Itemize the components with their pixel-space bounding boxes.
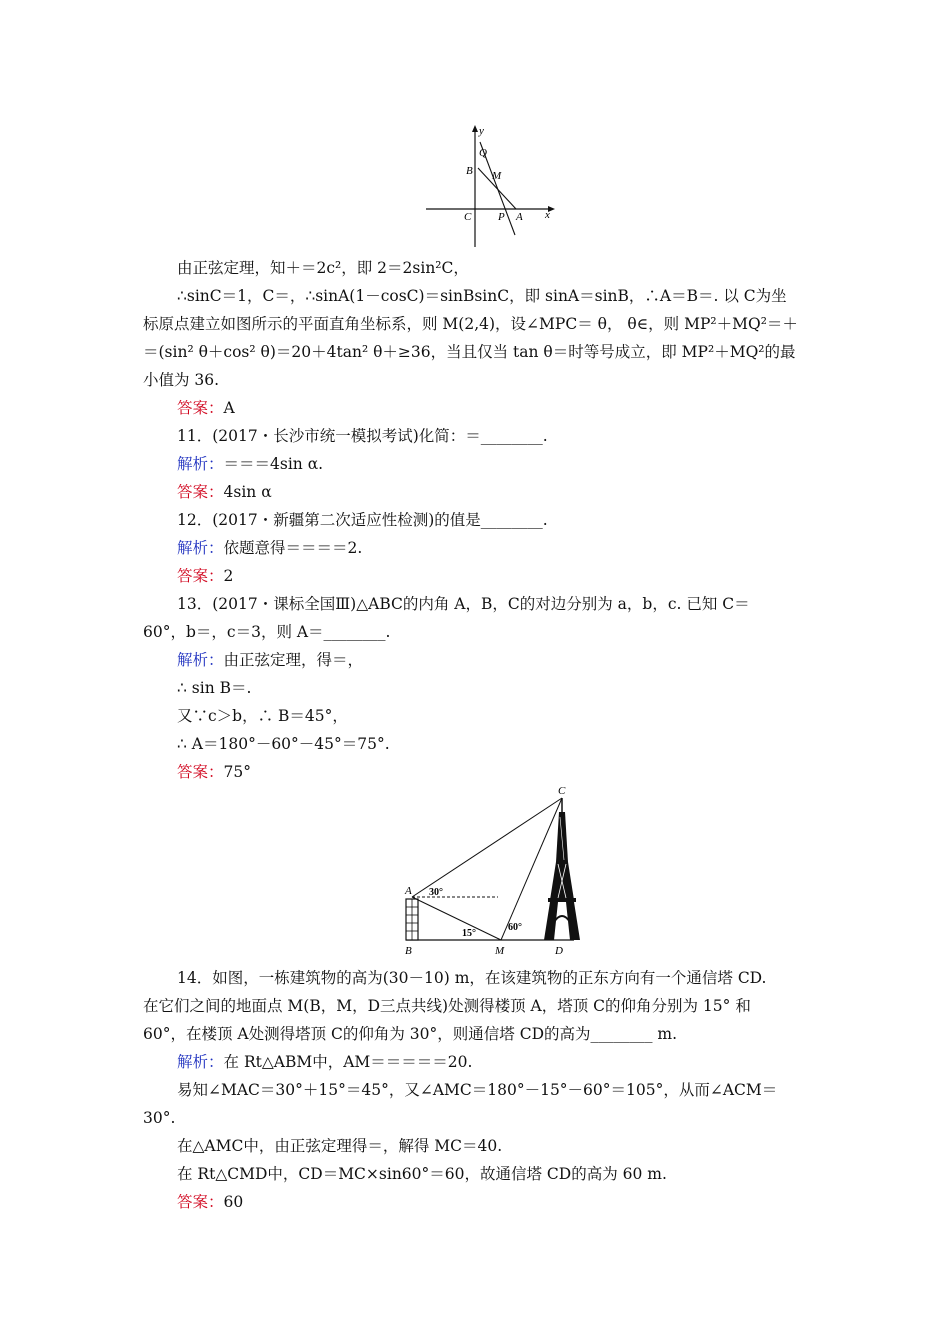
answer-label: 答案： bbox=[177, 1193, 224, 1211]
text-line: 易知∠MAC＝30°＋15°＝45°，又∠AMC＝180°－15°－60°＝105°，从而∠ACM＝ bbox=[177, 1081, 778, 1099]
tower-diagram bbox=[396, 782, 586, 958]
label-C: C bbox=[558, 785, 566, 797]
text-line: ∴sinC＝1，C＝，∴sinA(1－cosC)＝sinBsinC，即 sinA＝sinB，∴A＝B＝. 以 C为坐 bbox=[177, 287, 787, 305]
label-A: A bbox=[405, 885, 412, 897]
analysis-text: ＝＝＝4sin α. bbox=[223, 455, 324, 473]
text-line: ＝(sin² θ＋cos² θ)＝20＋4tan² θ＋≥36，当且仅当 tan θ＝时等号成立，即 MP²＋MQ²的最 bbox=[143, 343, 796, 361]
question-line: 60°，b＝，c＝3，则 A＝________. bbox=[143, 623, 391, 641]
text-line: 小值为 36. bbox=[143, 371, 220, 389]
label-C: C bbox=[464, 211, 472, 223]
question-line: 11．(2017・长沙市统一模拟考试)化简：＝________. bbox=[177, 427, 548, 445]
text-line: 在△AMC中，由正弦定理得＝，解得 MC＝40. bbox=[177, 1137, 503, 1155]
line-AM bbox=[412, 897, 501, 940]
label-M: M bbox=[492, 170, 502, 182]
y-axis-arrow bbox=[472, 125, 478, 132]
answer-label: 答案： bbox=[177, 399, 224, 417]
question-line: 14．如图，一栋建筑物的高为(30－10) m，在该建筑物的正东方向有一个通信塔 CD. bbox=[177, 969, 767, 987]
answer-line bbox=[177, 1192, 243, 1212]
answer-label: 答案： bbox=[177, 483, 224, 501]
question-line: 13．(2017・课标全国Ⅲ)△ABC的内角 A，B，C的对边分别为 a，b，c. 已知 C＝ bbox=[177, 595, 750, 613]
line-AC bbox=[412, 798, 562, 897]
label-M: M bbox=[495, 945, 505, 957]
label-y: y bbox=[479, 125, 484, 137]
analysis-line bbox=[177, 1052, 472, 1072]
answer-line bbox=[177, 566, 233, 586]
analysis-label: 解析： bbox=[177, 539, 224, 557]
question-line: 在它们之间的地面点 M(B，M，D三点共线)处测得楼顶 A，塔顶 C的仰角分别为 15° 和 bbox=[143, 997, 751, 1015]
text-line: 又∵c＞b，∴ B＝45°， bbox=[177, 707, 348, 725]
angle-60: 60° bbox=[508, 922, 522, 933]
answer-line bbox=[177, 482, 272, 502]
answer-label: 答案： bbox=[177, 763, 224, 781]
answer-value: 75° bbox=[223, 763, 251, 781]
answer-value: 60 bbox=[223, 1193, 244, 1211]
coordinate-diagram bbox=[418, 120, 568, 250]
angle-30: 30° bbox=[429, 887, 443, 898]
answer-value: 2 bbox=[223, 567, 234, 585]
answer-line bbox=[177, 762, 251, 782]
label-P: P bbox=[498, 211, 505, 223]
analysis-label: 解析： bbox=[177, 651, 224, 669]
answer-value: A bbox=[223, 399, 235, 417]
question-line: 60°，在楼顶 A处测得塔顶 C的仰角为 30°，则通信塔 CD的高为________ m. bbox=[143, 1025, 678, 1043]
text-line: ∴ sin B＝. bbox=[177, 679, 252, 697]
analysis-label: 解析： bbox=[177, 455, 224, 473]
analysis-line bbox=[177, 650, 363, 670]
analysis-label: 解析： bbox=[177, 1053, 224, 1071]
text-line: 标原点建立如图所示的平面直角坐标系，则 M(2,4)，设∠MPC＝ θ， θ∈，则 MP²＋MQ²＝＋ bbox=[143, 315, 798, 333]
label-Q: Q bbox=[479, 147, 487, 159]
label-A: A bbox=[516, 211, 523, 223]
analysis-line bbox=[177, 454, 323, 474]
angle-15: 15° bbox=[462, 928, 476, 939]
text-line: ∴ A＝180°－60°－45°＝75°. bbox=[177, 735, 390, 753]
label-B: B bbox=[466, 165, 473, 177]
text-line: 30°. bbox=[143, 1109, 176, 1127]
answer-label: 答案： bbox=[177, 567, 224, 585]
analysis-line bbox=[177, 538, 362, 558]
label-x: x bbox=[545, 209, 550, 221]
label-B: B bbox=[405, 945, 412, 957]
analysis-text: 由正弦定理，得＝， bbox=[223, 651, 364, 669]
question-line: 12．(2017・新疆第二次适应性检测)的值是________. bbox=[177, 511, 548, 529]
answer-value: 4sin α bbox=[223, 483, 272, 501]
analysis-text: 在 Rt△ABM中，AM＝＝＝＝＝20. bbox=[223, 1053, 473, 1071]
tower-icon bbox=[544, 798, 580, 940]
text-line: 在 Rt△CMD中，CD＝MC×sin60°＝60，故通信塔 CD的高为 60 m. bbox=[177, 1165, 667, 1183]
analysis-text: 依题意得＝＝＝＝2. bbox=[223, 539, 363, 557]
text-line: 由正弦定理，知＋＝2c²，即 2＝2sin²C， bbox=[177, 259, 469, 277]
label-D: D bbox=[555, 945, 563, 957]
answer-line bbox=[177, 398, 235, 418]
